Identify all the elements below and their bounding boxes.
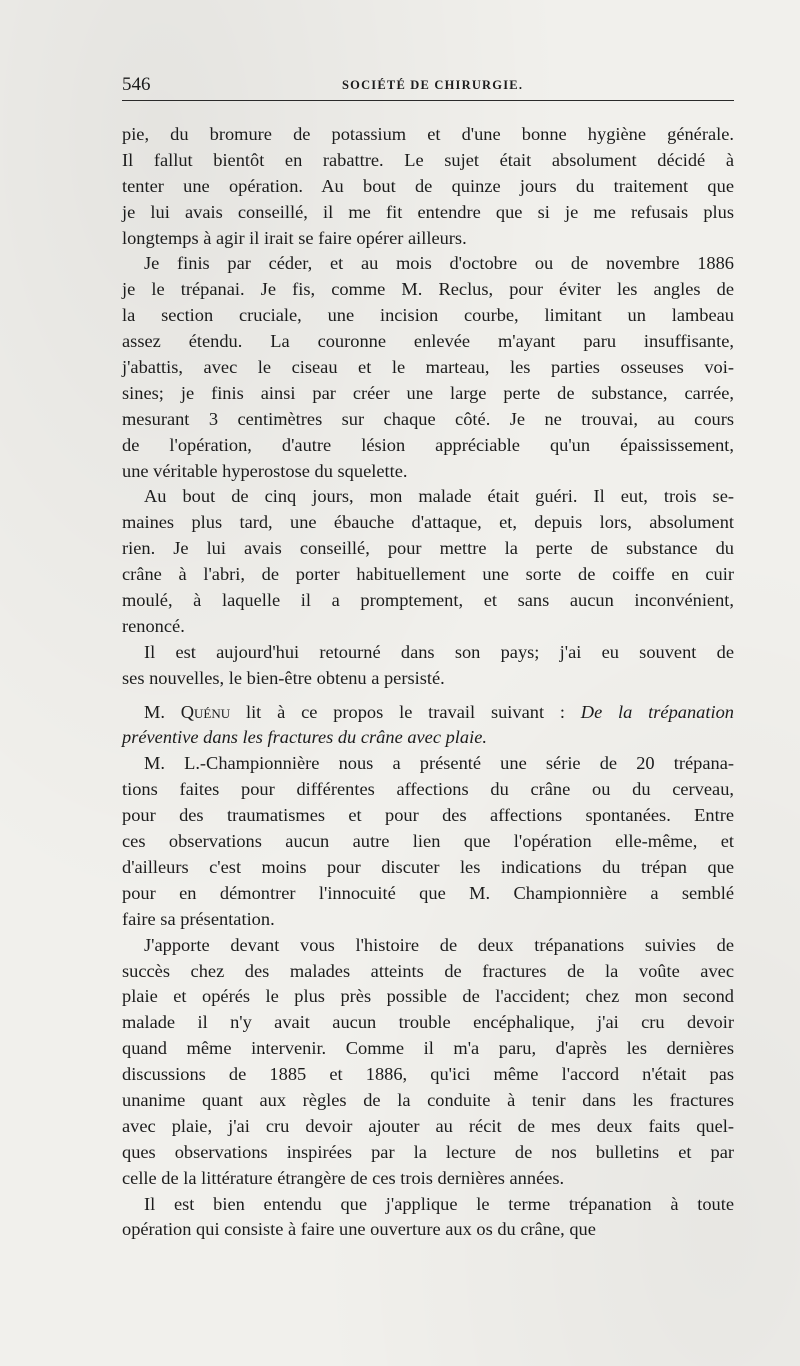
body-text	[122, 122, 734, 1243]
text-line: unanime quant aux règles de la conduite à tenir dans les fractures	[122, 1089, 734, 1110]
text-line: pour en démontrer l'innocuité que M. Championnière a semblé	[122, 882, 734, 903]
text-line: longtemps à agir il irait se faire opérer ailleurs.	[122, 227, 467, 248]
paragraph	[122, 122, 734, 251]
header-rule	[122, 100, 734, 101]
text-line: Il fallut bientôt en rabattre. Le sujet était absolument décidé à	[122, 149, 734, 170]
text-line: j'abattis, avec le ciseau et le marteau, les parties osseuses voi-	[122, 357, 734, 378]
text-line: une véritable hyperostose du squelette.	[122, 460, 408, 481]
text-line: je le trépanai. Je fis, comme M. Reclus, pour éviter les angles de	[122, 279, 734, 300]
text-line: plaie et opérés le plus près possible de l'accident; chez mon second	[122, 986, 734, 1007]
paragraph	[122, 933, 734, 1192]
paper-title: De la trépanation	[580, 701, 734, 722]
text-line: d'ailleurs c'est moins pour discuter les indications du trépan que	[122, 856, 734, 877]
running-title: SOCIÉTÉ DE CHIRURGIE.	[342, 78, 524, 92]
text-line: Je finis par céder, et au mois d'octobre ou de novembre 1886	[144, 253, 734, 274]
intro-text: lit à ce propos le travail suivant :	[230, 701, 581, 722]
text-line: Il est bien entendu que j'applique le terme trépanation à toute	[144, 1193, 734, 1214]
text-line: sines; je finis ainsi par créer une large perte de substance, carrée,	[122, 382, 734, 403]
text-line: renoncé.	[122, 615, 185, 636]
page-header	[122, 74, 734, 100]
text-line: assez étendu. La couronne enlevée m'ayant paru insuffisante,	[122, 331, 734, 352]
text-line: ces observations aucun autre lien que l'opération elle-même, et	[122, 831, 734, 852]
text-line: pie, du bromure de potassium et d'une bonne hygiène générale.	[122, 124, 734, 144]
paper-title: préventive dans les fractures du crâne avec plaie.	[122, 727, 487, 748]
author-name: Quénu	[180, 701, 231, 722]
text-line: Il est aujourd'hui retourné dans son pays; j'ai eu souvent de	[144, 641, 734, 662]
text-line: la section cruciale, une incision courbe, limitant un lambeau	[122, 305, 734, 326]
text-line: J'apporte devant vous l'histoire de deux trépanations suivies de	[144, 934, 734, 955]
text-line: tenter une opération. Au bout de quinze jours du traitement que	[122, 175, 734, 196]
paragraph	[122, 751, 734, 932]
text-line: M. L.-Championnière nous a présenté une série de 20 trépana-	[144, 753, 734, 774]
text-line	[122, 700, 734, 726]
text-line: tions faites pour différentes affections du crâne ou du cerveau,	[122, 779, 734, 800]
paragraph	[122, 1192, 734, 1244]
page-number: 546	[122, 74, 151, 95]
text-line: crâne à l'abri, de porter habituellement une sorte de coiffe en cuir	[122, 564, 734, 585]
text-line: discussions de 1885 et 1886, qu'ici même l'accord n'était pas	[122, 1064, 734, 1085]
text-line: pour des traumatismes et pour des affections spontanées. Entre	[122, 805, 734, 826]
paragraph	[122, 700, 734, 752]
text-line: quand même intervenir. Comme il m'a paru, d'après les dernières	[122, 1038, 734, 1059]
text-line: celle de la littérature étrangère de ces trois dernières années.	[122, 1167, 565, 1188]
text-line: mesurant 3 centimètres sur chaque côté. Je ne trouvai, au cours	[122, 408, 734, 429]
text-line: succès chez des malades atteints de fractures de la voûte avec	[122, 960, 734, 981]
text-line: moulé, à laquelle il a promptement, et sans aucun inconvénient,	[122, 590, 734, 611]
paragraph	[122, 484, 734, 639]
text-line: je lui avais conseillé, il me fit entendre que si je me refusais plus	[122, 201, 734, 222]
text-line: rien. Je lui avais conseillé, pour mettre la perte de substance du	[122, 538, 734, 559]
paragraph	[122, 640, 734, 692]
text-line: avec plaie, j'ai cru devoir ajouter au récit de mes deux faits quel-	[122, 1115, 734, 1136]
text-line: maines plus tard, une ébauche d'attaque, et, depuis lors, absolument	[122, 512, 734, 533]
paragraph	[122, 251, 734, 484]
text-line: malade il n'y avait aucun trouble encéphalique, j'ai cru devoir	[122, 1012, 734, 1033]
text-line: de l'opération, d'autre lésion appréciable qu'un épaississement,	[122, 434, 734, 455]
text-line: Au bout de cinq jours, mon malade était guéri. Il eut, trois se-	[144, 486, 734, 507]
text-line: ses nouvelles, le bien-être obtenu a persisté.	[122, 667, 445, 688]
text-line	[122, 725, 734, 751]
intro-text: M.	[144, 701, 181, 722]
text-line: opération qui consiste à faire une ouverture aux os du crâne, que	[122, 1219, 596, 1240]
text-line: faire sa présentation.	[122, 908, 275, 929]
text-line: ques observations inspirées par la lecture de nos bulletins et par	[122, 1141, 734, 1162]
